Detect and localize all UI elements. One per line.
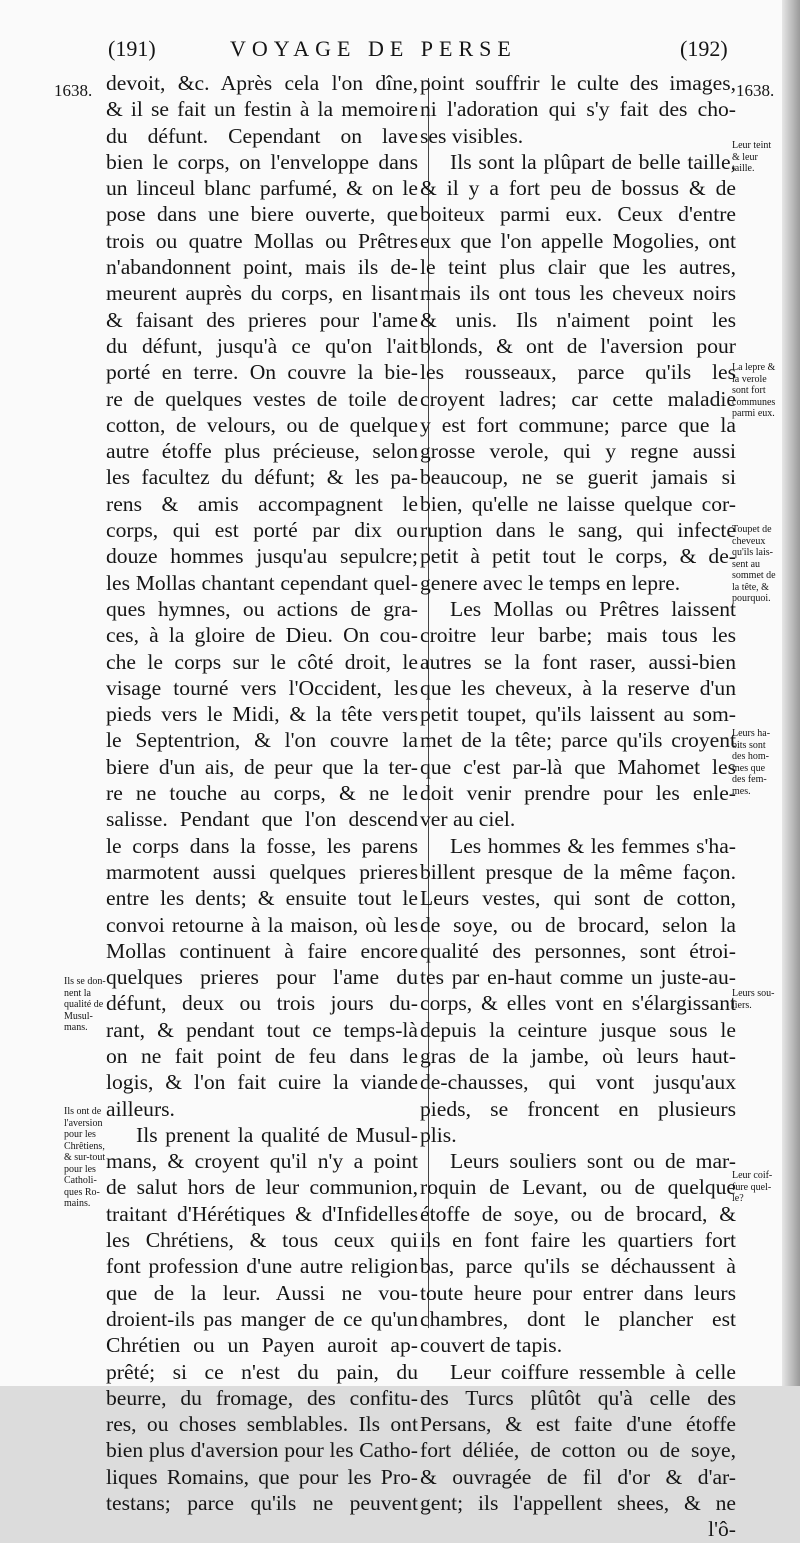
margin-note [732,524,776,605]
margin-note-line: & sur-tout [64,1152,106,1163]
text-line: quelques prieres pour l'ame du [106,965,418,990]
text-line: doit venir prendre pour les enle- [420,781,736,806]
text-line: que de la leur. Aussi ne vou- [106,1280,418,1305]
margin-note-line: liers. [732,999,752,1011]
text-line: blonds, & ont de l'aversion pour [420,333,736,358]
margin-note-line: mes. [732,785,751,797]
year-margin-right: 1638. [736,81,775,100]
text-line: Leurs vestes, qui sont de cotton, [420,886,736,911]
margin-note-line: pourquoi. [732,593,771,604]
text-line: billent presque de la même façon. [420,859,736,884]
text-line: bien, qu'elle ne laisse quelque cor- [420,491,736,516]
margin-note-line: parmi eux. [732,408,775,419]
text-line: met de la tête; parce qu'ils croyent [420,728,736,753]
text-line: défunt, deux ou trois jours du- [106,991,418,1016]
margin-note-line: sommet de [732,570,776,581]
margin-note [732,728,770,797]
margin-note-line: qu'ils lais- [732,547,773,558]
margin-note-line: Catholi- [64,1175,97,1186]
margin-note-line: ques Ro- [64,1186,100,1198]
margin-note-line: fure quel- [732,1181,772,1193]
text-line: pieds vers le Midi, & la tête vers [106,702,418,727]
margin-note-line: & leur [732,151,758,163]
margin-note-line: Ils ont de [64,1106,102,1117]
margin-note-line: nent la [64,987,91,999]
margin-note [732,362,775,420]
text-line: les facultez du défunt; & les pa- [106,465,418,490]
margin-note-line: qualité de [64,999,104,1010]
text-line: bien le corps, on l'enveloppe dans [106,149,418,174]
text-line: gras de la jambe, où leurs haut- [420,1043,736,1068]
text-line: & faisant des prieres pour l'ame [106,307,418,332]
text-line: font profession d'une autre religion [106,1254,418,1279]
margin-note [732,140,771,175]
text-line: & unis. Ils n'aiment point les [420,307,736,332]
text-line: le teint plus clair que les autres, [420,255,736,280]
margin-note-line: Musul- [64,1010,93,1022]
text-line: genere avec le temps en lepre. [420,570,681,595]
text-line: res, ou choses semblables. Ils ont [106,1412,418,1437]
text-line: chambres, dont le plancher est [420,1306,736,1331]
text-line: gent; ils l'appellent shees, & ne [420,1491,736,1516]
text-line: que c'est par-là que Mahomet les [420,754,736,779]
text-line: ces, à la gloire de Dieu. On cou- [106,623,418,648]
text-line: salisse. Pendant que l'on descend [106,807,418,832]
page-number-right: (192) [680,36,728,61]
text-line: ailleurs. [106,1096,175,1121]
text-line: Leurs souliers sont ou de mar- [450,1149,736,1174]
text-line: re ne touche au corps, & ne le [106,781,418,806]
margin-note [64,976,106,1034]
text-line: petit à petit tout le corps, & de- [420,544,736,569]
text-line: mais ils ont tous les cheveux noirs [420,281,736,306]
text-line: Leur coiffure ressemble à celle [450,1359,736,1384]
text-line: plis. [420,1122,457,1147]
text-line: y est fort commune; parce que la [420,412,736,437]
margin-note-line: des fem- [732,774,767,785]
right-text-column [420,70,736,1543]
text-line: eux que l'on appelle Mogolies, ont [420,228,736,253]
margin-note-line: La lepre & [732,362,776,373]
text-line: logis, & l'on fait cuire la viande [106,1070,418,1095]
margin-note-line: pour les [64,1163,96,1175]
text-line: biere d'un ais, de peur que la ter- [106,754,418,779]
text-line: entre les dents; & ensuite tout le [106,886,418,911]
text-line: étoffe de soye, ou de brocard, & [420,1201,736,1226]
text-line: mans, & croyent qu'il n'y a point [106,1149,418,1174]
text-line: prêté; si ce n'est du pain, du [106,1359,418,1384]
text-line: & ouvragée de fil d'or & d'ar- [420,1464,736,1489]
text-line: fort déliée, de cotton ou de soye, [420,1438,736,1463]
text-line: on ne fait point de feu dans le [106,1043,418,1068]
margin-note [64,1106,105,1210]
text-line: ses visibles. [420,123,524,148]
text-line: convoi retourne à la maison, où les [106,912,418,937]
text-line: droient-ils pas manger de ce qu'un [106,1306,418,1331]
text-line: ni l'adoration qui s'y fait des cho- [420,97,736,122]
margin-note-line: sent au [732,558,761,570]
text-line: corps, & elles vont en s'élargissant [420,991,736,1016]
margin-note-line: cheveux [732,535,766,547]
text-line: Chrétien ou un Payen auroit ap- [106,1333,418,1358]
text-line: des Turcs plûtôt qu'à celle des [420,1385,736,1410]
margin-note-line: Toupet de [732,524,772,535]
text-line: visage tourné vers l'Occident, les [106,675,418,700]
text-line: beurre, du fromage, des confitu- [106,1385,418,1410]
text-line: que les cheveux, à la reserve d'un [420,675,736,700]
text-line: rens & amis accompagnent le [106,491,418,516]
margin-note-line: sont fort [732,385,766,396]
text-line: petit toupet, qu'ils laissent au som- [420,702,736,727]
text-line: les Mollas chantant cependant quel- [106,570,418,595]
text-line: porté en terre. On couvre la bie- [106,360,418,385]
text-line: les rousseaux, parce qu'ils les [420,360,736,385]
text-line: Ils prenent la qualité de Musul- [136,1122,418,1147]
text-line: couvert de tapis. [420,1333,563,1358]
text-line: ques hymnes, ou actions de gra- [106,596,418,621]
margin-note-line: mans. [64,1022,88,1033]
text-line: ruption dans le sang, qui infecte [420,518,736,543]
text-line: devoit, &c. Après cela l'on dîne, [106,71,418,95]
text-line: pose dans une biere ouverte, que [106,202,418,227]
text-line: testans; parce qu'ils ne peuvent [106,1491,418,1516]
text-line: du défunt, jusqu'à ce qu'on l'ait [106,333,418,358]
text-line: du défunt. Cependant on lave [106,123,418,148]
margin-note-line: Ils se don- [64,976,106,987]
text-line: de-chausses, qui vont jusqu'aux [420,1070,736,1095]
text-line: marmotent aussi quelques prieres [106,859,418,884]
text-line: ils en font faire les quartiers fort [420,1228,736,1253]
margin-note-line: Chrêtiens, [64,1140,105,1152]
text-line: corps, qui est porté par dix ou [106,518,418,543]
text-line: cotton, de velours, ou de quelque [106,412,418,437]
text-line: liques Romains, que pour les Pro- [106,1464,418,1489]
text-line: traitant d'Hérétiques & d'Infidelles [106,1201,418,1226]
text-line: de salut hors de leur communion, [106,1175,418,1200]
margin-note [732,988,775,1011]
text-line: douze hommes jusqu'au sepulcre; [106,544,418,569]
margin-note-line: Leur coif- [732,1170,773,1181]
text-line: le Septentrion, & l'on couvre la [106,728,418,753]
text-line: bas, parce qu'ils se déchaussent à [420,1254,736,1279]
margin-note-line: des hom- [732,751,769,762]
year-margin-left: 1638. [54,81,93,100]
text-line: che le corps sur le côté droit, le [106,649,418,674]
text-line: trois ou quatre Mollas ou Prêtres [106,228,418,253]
text-line: le corps dans la fosse, les parens [106,833,418,858]
margin-note-line: mes que [732,762,766,774]
page-number-left: (191) [108,36,156,61]
text-line: les Chrétiens, & tous ceux qui [106,1228,418,1253]
margin-note-line: bits sont [732,739,766,751]
text-line: meurent auprès du corps, en lisant [106,281,418,306]
text-line: depuis la ceinture jusque sous le [420,1017,736,1042]
text-line: tes par en-haut comme un juste-au- [420,965,736,990]
margin-note-line: taille. [732,163,755,174]
text-line: & il y a fort peu de bossus & de [420,176,736,201]
margin-note-line: la tête, & [732,581,769,593]
margin-note-line: Leurs sou- [732,988,775,999]
text-line: ver au ciel. [420,807,516,832]
margin-note-line: l'aversion [64,1117,103,1129]
text-line: Les hommes & les femmes s'ha- [450,833,736,858]
text-line: beaucoup, ne se guerit jamais si [420,465,736,490]
text-line: croitre leur barbe; mais tous les [420,623,736,648]
text-line: croyent ladres; car cette maladie [420,386,736,411]
text-line: Ils sont la plûpart de belle taille, [450,149,736,174]
text-line: Les Mollas ou Prêtres laissent [450,596,736,621]
left-text-column [106,70,418,1516]
text-line: n'abandonnent point, mais ils de- [106,255,418,280]
margin-note-line: communes [732,396,776,408]
text-line: point souffrir le culte des images, [420,71,736,95]
text-line: & il se fait un festin à la memoire [106,97,418,122]
margin-note-line: Leurs ha- [732,728,771,739]
margin-note [732,1170,772,1205]
text-line: pieds, se froncent en plusieurs [420,1096,736,1121]
text-line: Persans, & est faite d'une étoffe [420,1412,736,1437]
margin-note-line: pour les [64,1129,96,1140]
margin-note-line: Leur teint [732,140,772,151]
text-line: autres se la font raser, aussi-bien [420,649,736,674]
margin-note-line: mains. [64,1198,91,1209]
text-line: Mollas continuent à faire encore [106,938,418,963]
text-line: qualité des personnes, sont étroi- [420,938,736,963]
margin-note-line: le? [732,1193,744,1204]
text-line: re de quelques vestes de toile de [106,386,418,411]
text-line: autre étoffe plus précieuse, selon [106,439,418,464]
page-edge-shadow [782,0,800,1386]
text-line: boiteux parmi eux. Ceux d'entre [420,202,736,227]
text-line: un linceul blanc parfumé, & on le [106,176,418,201]
text-line: roquin de Levant, ou de quelque [420,1175,736,1200]
text-line: bien plus d'aversion pour les Catho- [106,1438,418,1463]
text-line: l'ô- [708,1517,736,1542]
text-line: de soye, ou de brocard, selon la [420,912,736,937]
running-head: VOYAGE DE PERSE [230,36,517,61]
text-line: rant, & pendant tout ce temps-là [106,1017,418,1042]
margin-note-line: la verole [732,373,767,385]
text-line: toute heure pour entrer dans leurs [420,1280,736,1305]
text-line: grosse verole, qui y regne aussi [420,439,736,464]
